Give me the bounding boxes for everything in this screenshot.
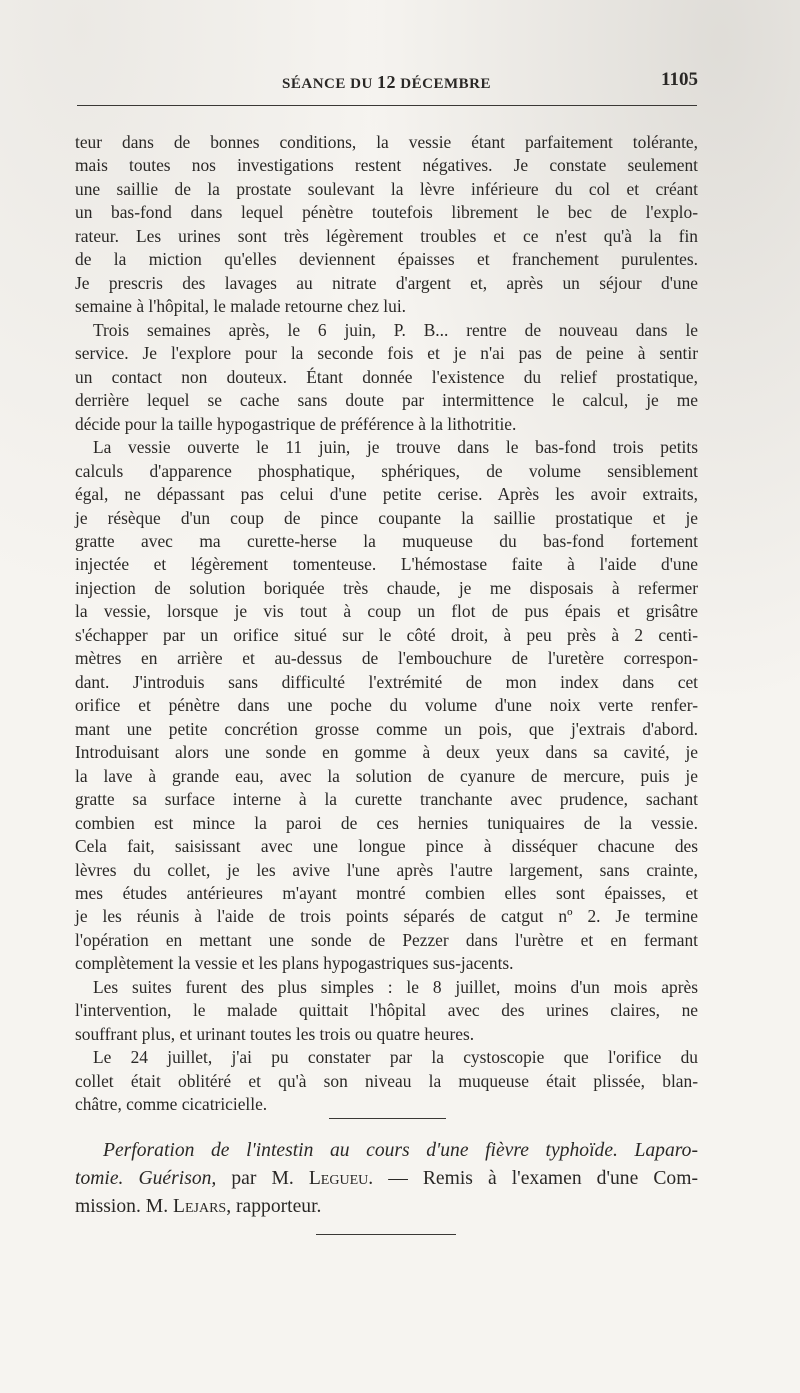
text-line: égal, ne dépassant pas celui d'une petite cerise. Après les avoir extraits,	[75, 484, 698, 505]
text-line: châtre, comme cicatricielle.	[75, 1094, 268, 1115]
text-line: la lave à grande eau, avec la solution de cyanure de mercure, puis je	[75, 765, 698, 786]
text-line: Je prescris des lavages au nitrate d'argent et, après un séjour d'une	[75, 272, 698, 293]
text-line: je les réunis à l'aide de trois points séparés de catgut nº 2. Je termine	[75, 906, 698, 927]
running-title-pre: SÉANCE DU	[282, 76, 378, 92]
text-line: derrière lequel se cache sans doute par intermittence le calcul, je me	[75, 390, 698, 411]
text-line: injection de solution boriquée très chaude, je me disposais à refermer	[75, 577, 698, 598]
text-line: gratte avec ma curette-herse la muqueuse du bas-fond fortement	[75, 530, 698, 551]
text-line: La vessie ouverte le 11 juin, je trouve dans le bas-fond trois petits	[93, 437, 698, 458]
text-line: rateur. Les urines sont très légèrement troubles et ce n'est qu'à la fin	[75, 225, 698, 246]
text-line: service. Je l'explore pour la seconde fois et je n'ai pas de peine à sentir	[75, 343, 698, 364]
text-line: injectée et légèrement tomenteuse. L'hémostase faite à l'aide d'une	[75, 554, 698, 575]
text-line: décide pour la taille hypogastrique de préférence à la lithotritie.	[75, 413, 517, 434]
notice-line	[75, 1165, 698, 1193]
section-end-rule	[329, 1118, 446, 1119]
communication-notice	[75, 1137, 698, 1221]
text-line: mais toutes nos investigations restent négatives. Je constate seulement	[75, 155, 698, 176]
text-line: s'échapper par un orifice situé sur le côté droit, à peu près à 2 centi-	[75, 624, 698, 645]
notice-author: Leguеu	[308, 1168, 369, 1189]
text-line: l'intervention, le malade quittait l'hôpital avec des urines claires, ne	[75, 1000, 698, 1021]
page-header	[75, 69, 698, 96]
text-line: mètres en arrière et au-dessus de l'embouchure de l'uretère correspon-	[75, 648, 698, 669]
text-line: semaine à l'hôpital, le malade retourne chez lui.	[75, 296, 406, 317]
text-line: collet était oblitéré et qu'à son niveau la muqueuse était plissée, blan-	[75, 1070, 698, 1091]
bottom-rule	[316, 1234, 456, 1235]
text-line: mant une petite concrétion grosse comme un pois, que j'extrais d'abord.	[75, 718, 698, 739]
text-line: teur dans de bonnes conditions, la vessie étant parfaitement tolérante,	[75, 132, 698, 152]
text-line: Trois semaines après, le 6 juin, P. B... rentre de nouveau dans le	[93, 319, 698, 340]
text-line: calculs d'apparence phosphatique, sphériques, de volume sensiblement	[75, 460, 698, 481]
notice-commission: mission. M.	[75, 1196, 173, 1217]
text-line: souffrant plus, et urinant toutes les trois ou quatre heures.	[75, 1023, 475, 1044]
text-line: de la miction qu'elles deviennent épaisses et franchement purulentes.	[75, 249, 698, 270]
text-line: gratte sa surface interne à la curette tranchante avec prudence, sachant	[75, 789, 698, 810]
text-line: mes études antérieures m'ayant montré combien elles sont épaisses, et	[75, 883, 698, 903]
running-title	[75, 72, 698, 93]
text-line: je résèque d'un coup de pince coupante la saillie prostatique et je	[75, 507, 698, 528]
text-line: la vessie, lorsque je vis tout à coup un flot de pus épais et grisâtre	[75, 601, 698, 622]
running-title-month: DÉCEMBRE	[396, 76, 491, 92]
text-line: dant. J'introduis sans difficulté l'extrémité de mon index dans cet	[75, 671, 698, 692]
text-line: complètement la vessie et les plans hypogastriques sus-jacents.	[75, 953, 514, 974]
notice-reporter: Lejars	[173, 1196, 227, 1217]
text-line: un bas-fond dans lequel pénètre toutefois librement le bec de l'explo-	[75, 202, 698, 223]
notice-title-part2: tomie. Guérison,	[75, 1168, 217, 1189]
text-line: lèvres du collet, je les avive l'une après l'autre largement, sans crainte,	[75, 859, 698, 880]
notice-title-part1: Perforation de l'intestin au cours d'une fièvre typhoïde. Laparo-	[103, 1140, 698, 1161]
notice-line	[75, 1193, 698, 1221]
text-line: Introduisant alors une sonde en gomme à deux yeux dans sa cavité, je	[75, 742, 698, 763]
running-title-day: 12	[377, 72, 397, 92]
text-line: Le 24 juillet, j'ai pu constater par la cystoscopie que l'orifice du	[93, 1047, 698, 1068]
notice-remis: . — Remis à l'examen d'une Com-	[368, 1168, 698, 1189]
notice-par: par M.	[216, 1168, 309, 1189]
text-line: l'opération en mettant une sonde de Pezzer dans l'urètre et en fermant	[75, 929, 698, 950]
notice-line	[75, 1137, 698, 1165]
text-line: orifice et pénètre dans une poche du volume d'une noix verte renfer-	[75, 695, 698, 716]
text-line: Les suites furent des plus simples : le 8 juillet, moins d'un mois après	[93, 976, 698, 997]
page-number: 1105	[661, 69, 698, 90]
header-rule	[77, 105, 697, 106]
text-line: Cela fait, saisissant avec une longue pince à disséquer chacune des	[75, 836, 698, 857]
text-line: un contact non douteux. Étant donnée l'existence du relief prostatique,	[75, 366, 698, 387]
notice-rapporteur: , rapporteur.	[226, 1196, 322, 1217]
text-line: une saillie de la prostate soulevant la lèvre inférieure du col et créant	[75, 178, 698, 199]
text-line: combien est mince la paroi de ces hernies tuniquaires de la vessie.	[75, 812, 698, 833]
body-text	[75, 131, 698, 1117]
